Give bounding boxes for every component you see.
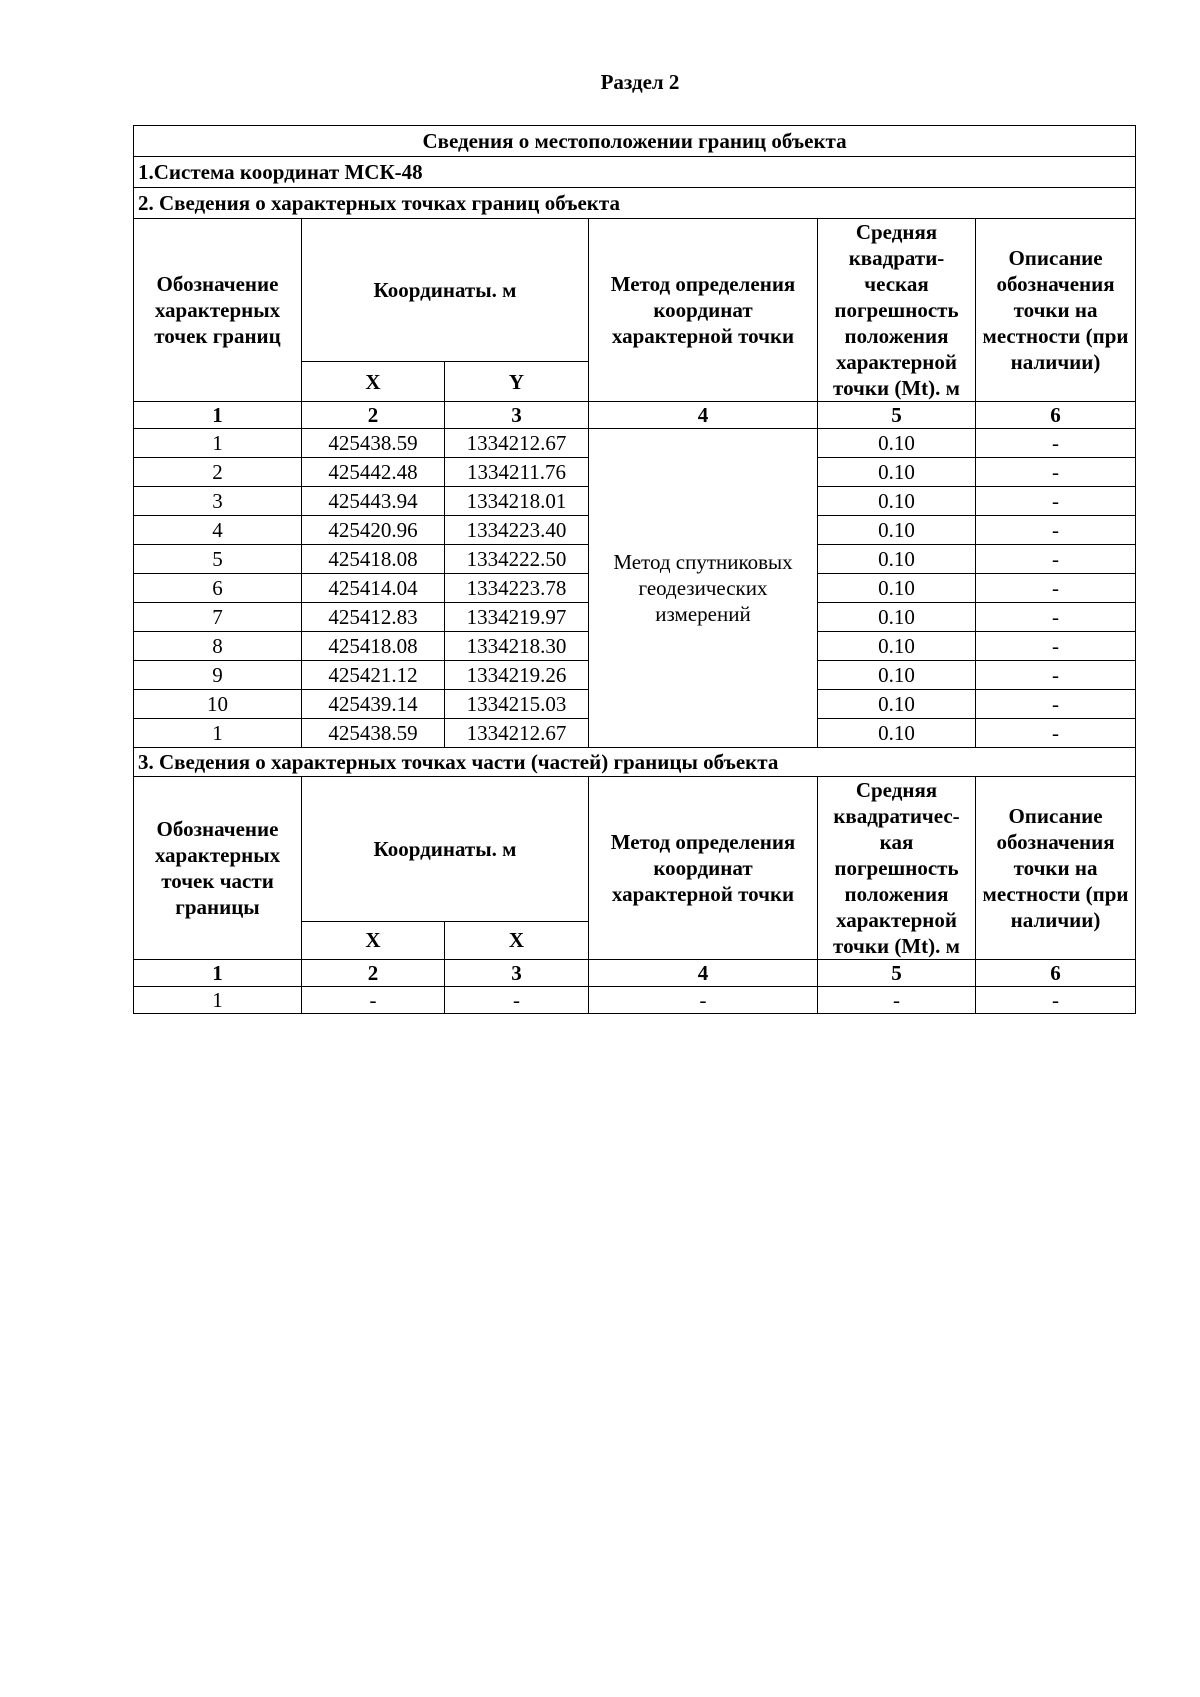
- y-cell: 1334218.30: [445, 632, 589, 661]
- table-row: [134, 987, 1136, 1014]
- point-cell: 1: [134, 429, 302, 458]
- column-number: 1: [134, 960, 302, 987]
- coordinate-system: 1.Система координат МСК-48: [134, 157, 1136, 188]
- y-cell: 1334211.76: [445, 458, 589, 487]
- header-description: Описание обозначения точки на местности (при наличии): [976, 219, 1136, 402]
- description-cell: -: [976, 429, 1136, 458]
- header-x: X: [302, 921, 445, 959]
- column-number: 3: [445, 960, 589, 987]
- description-cell: -: [976, 603, 1136, 632]
- y-cell: 1334223.40: [445, 516, 589, 545]
- point-cell: 2: [134, 458, 302, 487]
- error-cell: 0.10: [818, 487, 976, 516]
- y-cell: 1334218.01: [445, 487, 589, 516]
- error-cell: 0.10: [818, 719, 976, 748]
- error-cell: 0.10: [818, 690, 976, 719]
- x-cell: 425443.94: [302, 487, 445, 516]
- point-cell: 3: [134, 487, 302, 516]
- error-cell: 0.10: [818, 661, 976, 690]
- method-cell: -: [589, 987, 818, 1014]
- x-cell: 425438.59: [302, 429, 445, 458]
- description-cell: -: [976, 516, 1136, 545]
- error-cell: 0.10: [818, 458, 976, 487]
- error-cell: -: [818, 987, 976, 1014]
- y-cell: 1334219.97: [445, 603, 589, 632]
- column-number: 6: [976, 960, 1136, 987]
- table-title: Сведения о местоположении границ объекта: [134, 126, 1136, 157]
- point-cell: 7: [134, 603, 302, 632]
- x-cell: 425439.14: [302, 690, 445, 719]
- error-cell: 0.10: [818, 632, 976, 661]
- column-number: 4: [589, 402, 818, 429]
- y-cell: 1334222.50: [445, 545, 589, 574]
- boundary-table: [133, 125, 1136, 1014]
- header-error: Средняя квадратичес-кая погрешность положения характерной точки (Mt). м: [818, 777, 976, 960]
- column-number: 2: [302, 960, 445, 987]
- error-cell: 0.10: [818, 429, 976, 458]
- x-cell: 425418.08: [302, 632, 445, 661]
- description-cell: -: [976, 574, 1136, 603]
- section-title: Раздел 2: [600, 70, 680, 94]
- description-cell: -: [976, 987, 1136, 1014]
- column-number: 2: [302, 402, 445, 429]
- column-number: 5: [818, 960, 976, 987]
- point-cell: 6: [134, 574, 302, 603]
- section3-title: 3. Сведения о характерных точках части (частей) границы объекта: [134, 748, 1136, 777]
- section2-title: 2. Сведения о характерных точках границ объекта: [134, 188, 1136, 219]
- error-cell: 0.10: [818, 516, 976, 545]
- column-number: 5: [818, 402, 976, 429]
- header-method: Метод определения координат характерной точки: [589, 777, 818, 960]
- table-row: [134, 429, 1136, 458]
- x-cell: 425420.96: [302, 516, 445, 545]
- point-cell: 5: [134, 545, 302, 574]
- point-cell: 1: [134, 987, 302, 1014]
- header-error: Средняя квадрати-ческая погрешность положения характерной точки (Mt). м: [818, 219, 976, 402]
- column-number: 6: [976, 402, 1136, 429]
- error-cell: 0.10: [818, 545, 976, 574]
- header-x: X: [302, 362, 445, 402]
- column-number: 3: [445, 402, 589, 429]
- description-cell: -: [976, 661, 1136, 690]
- y-cell: 1334212.67: [445, 719, 589, 748]
- header-coordinates: Координаты. м: [302, 777, 589, 922]
- description-cell: -: [976, 487, 1136, 516]
- description-cell: -: [976, 458, 1136, 487]
- method-cell: Метод спутниковых геодезических измерений: [589, 429, 818, 748]
- y-cell: 1334223.78: [445, 574, 589, 603]
- header-description: Описание обозначения точки на местности (при наличии): [976, 777, 1136, 960]
- description-cell: -: [976, 632, 1136, 661]
- x-cell: 425421.12: [302, 661, 445, 690]
- column-number: 1: [134, 402, 302, 429]
- header-point-designation: Обозначение характерных точек границ: [134, 219, 302, 402]
- column-number: 4: [589, 960, 818, 987]
- header-y: Y: [445, 362, 589, 402]
- description-cell: -: [976, 690, 1136, 719]
- x-cell: 425414.04: [302, 574, 445, 603]
- description-cell: -: [976, 545, 1136, 574]
- point-cell: 8: [134, 632, 302, 661]
- y-cell: -: [445, 987, 589, 1014]
- point-cell: 9: [134, 661, 302, 690]
- error-cell: 0.10: [818, 603, 976, 632]
- x-cell: 425412.83: [302, 603, 445, 632]
- header-method: Метод определения координат характерной точки: [589, 219, 818, 402]
- header-coordinates: Координаты. м: [302, 219, 589, 362]
- y-cell: 1334219.26: [445, 661, 589, 690]
- point-cell: 10: [134, 690, 302, 719]
- header-y: X: [445, 921, 589, 959]
- y-cell: 1334212.67: [445, 429, 589, 458]
- y-cell: 1334215.03: [445, 690, 589, 719]
- x-cell: -: [302, 987, 445, 1014]
- header-point-designation: Обозначение характерных точек части границы: [134, 777, 302, 960]
- x-cell: 425418.08: [302, 545, 445, 574]
- point-cell: 4: [134, 516, 302, 545]
- x-cell: 425438.59: [302, 719, 445, 748]
- point-cell: 1: [134, 719, 302, 748]
- description-cell: -: [976, 719, 1136, 748]
- error-cell: 0.10: [818, 574, 976, 603]
- x-cell: 425442.48: [302, 458, 445, 487]
